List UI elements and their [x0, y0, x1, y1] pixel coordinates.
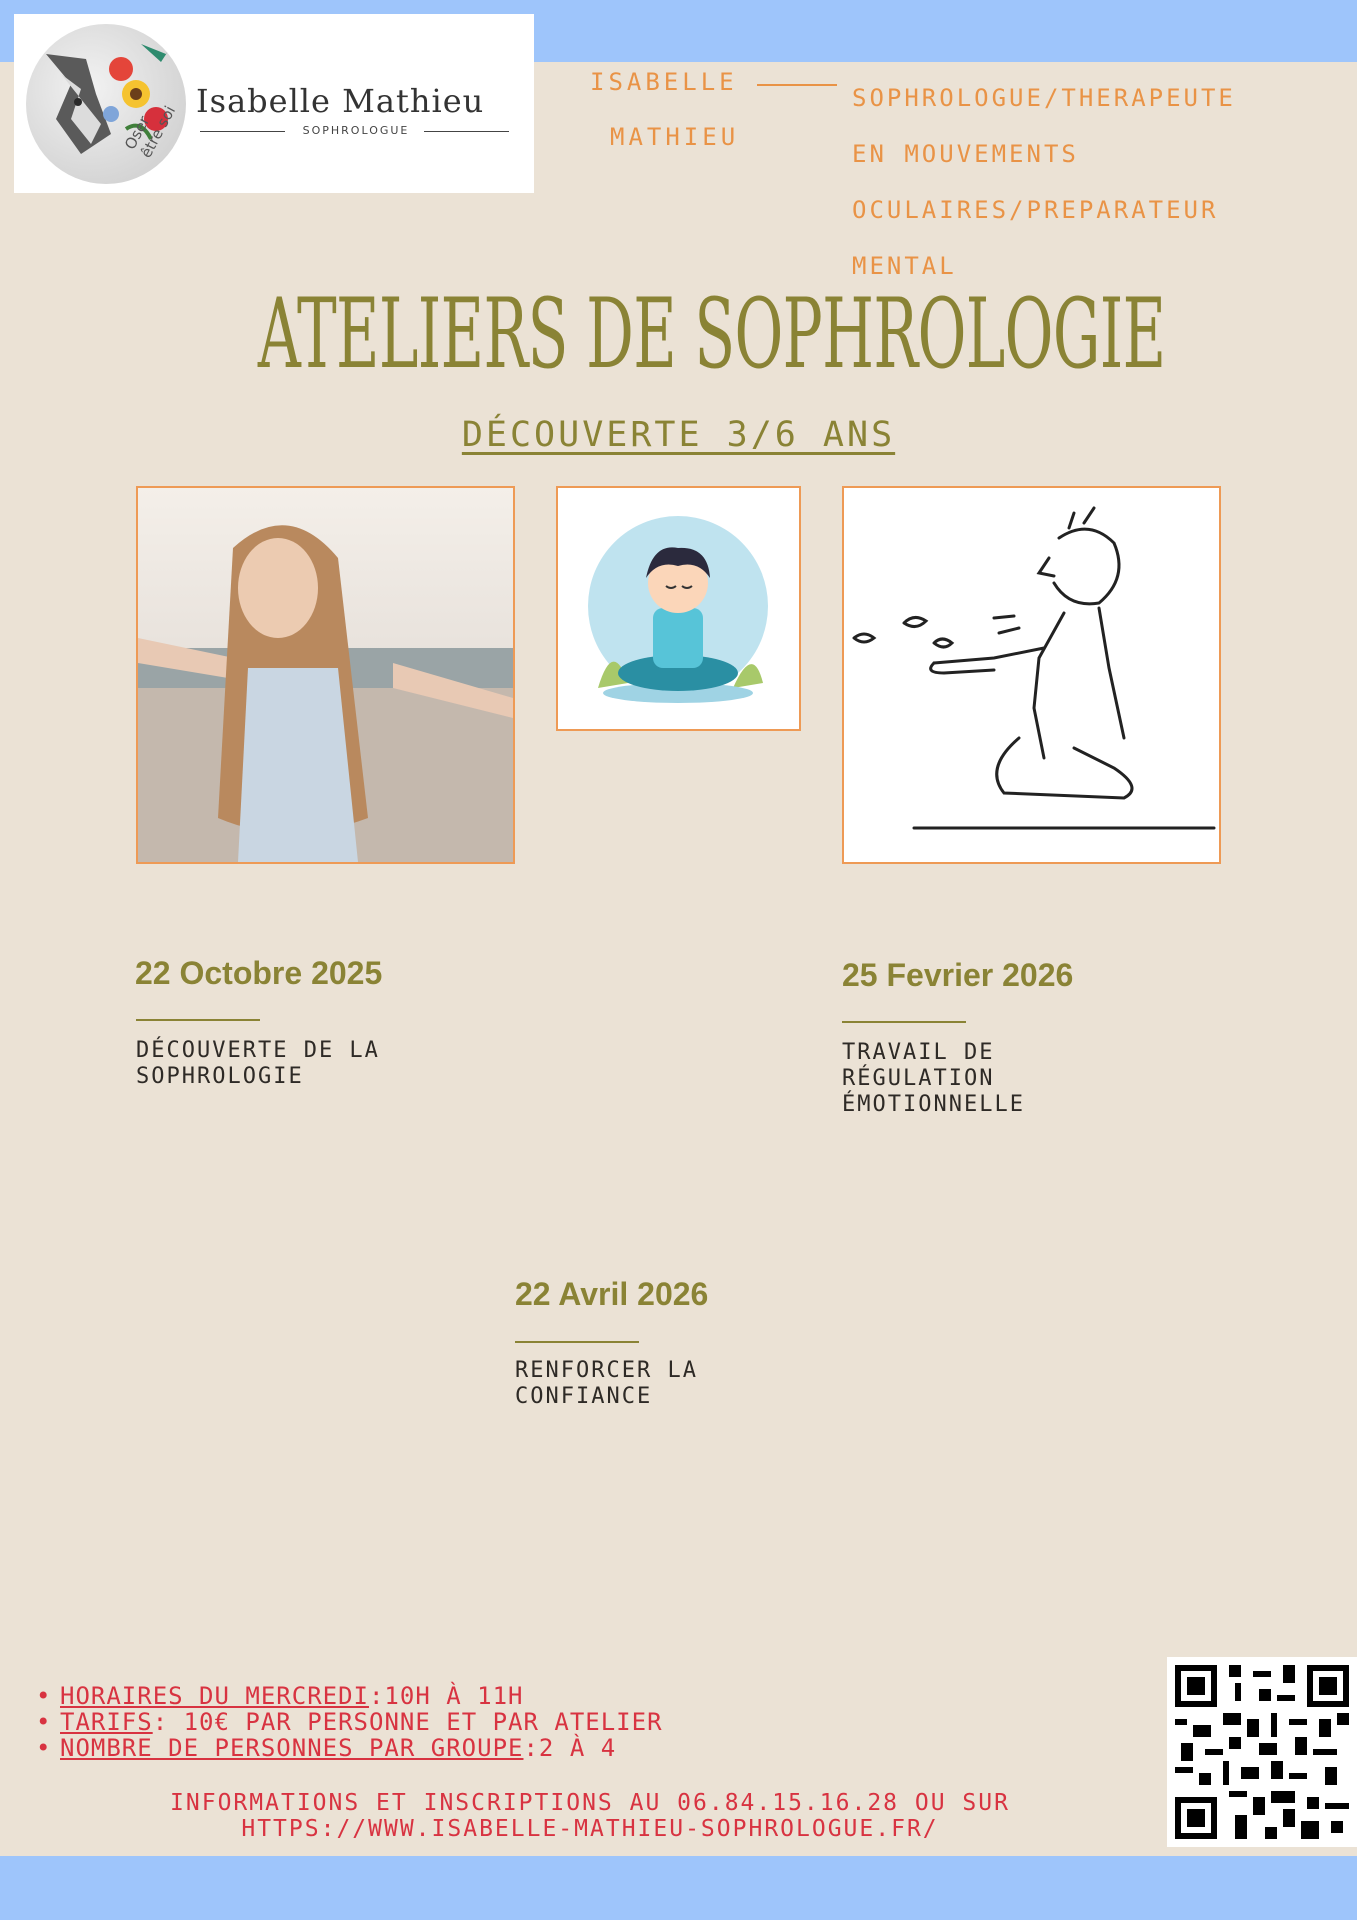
header-name-first: ISABELLE: [590, 68, 738, 96]
horaires-label: HORAIRES DU MERCREDI: [60, 1682, 369, 1710]
horaires-value: :10H À 11H: [368, 1682, 524, 1710]
page-subtitle: DÉCOUVERTE 3/6 ANS: [461, 415, 896, 455]
tarifs-value: : 10€ PAR PERSONNE ET PAR ATELIER: [152, 1708, 663, 1736]
groupe-value: :2 À 4: [523, 1734, 617, 1762]
session-date-2: 25 Fevrier 2026: [842, 957, 1074, 993]
session-desc-1: [136, 1038, 380, 1090]
role-line: SOPHROLOGUE/THERAPEUTE: [852, 84, 1236, 112]
session-date-1: 22 Octobre 2025: [135, 955, 383, 991]
info-tarifs: [34, 1709, 663, 1735]
role-line: EN MOUVEMENTS: [852, 140, 1079, 168]
groupe-label: NOMBRE DE PERSONNES PAR GROUPE: [60, 1734, 524, 1762]
session-desc-2: [842, 1040, 1025, 1118]
logo-name: Isabelle Mathieu: [196, 82, 485, 120]
page-title: ATELIERS DE SOPHROLOGIE: [257, 278, 1166, 390]
desc-line: RENFORCER LA: [515, 1358, 698, 1383]
session-divider-1: [136, 1019, 260, 1021]
child-blowing-leaves-drawing: [842, 486, 1221, 864]
desc-line: CONFIANCE: [515, 1384, 653, 1409]
header-name-last: MATHIEU: [610, 123, 740, 151]
role-line: MENTAL: [852, 252, 957, 280]
desc-line: ÉMOTIONNELLE: [842, 1092, 1025, 1117]
info-groupe: [34, 1735, 663, 1761]
logo-emblem: [26, 24, 186, 184]
session-divider-3: [515, 1341, 639, 1343]
desc-line: SOPHROLOGIE: [136, 1064, 304, 1089]
logo-motto: Oser être soi: [121, 102, 180, 161]
info-list: [34, 1683, 663, 1761]
session-divider-2: [842, 1021, 966, 1023]
desc-line: TRAVAIL DE: [842, 1040, 995, 1065]
header-role: [852, 70, 1322, 294]
role-line: OCULAIRES/PREPARATEUR: [852, 196, 1219, 224]
girl-photo: [136, 486, 515, 864]
website-link[interactable]: HTTPS://WWW.ISABELLE-MATHIEU-SOPHROLOGUE.FR/: [241, 1816, 939, 1842]
logo-divider-right: [424, 131, 509, 132]
session-date-3: 22 Avril 2026: [515, 1276, 709, 1312]
info-horaires: [34, 1683, 663, 1709]
qr-code-icon: [1175, 1665, 1349, 1839]
contact-info: [40, 1790, 1140, 1842]
bottom-band: [0, 1856, 1357, 1920]
desc-line: DÉCOUVERTE DE LA: [136, 1038, 380, 1063]
tarifs-label: TARIFS: [60, 1708, 153, 1736]
qr-code[interactable]: [1167, 1657, 1357, 1847]
contact-phone-line: INFORMATIONS ET INSCRIPTIONS AU 06.84.15.16.28 OU SUR: [170, 1790, 1010, 1816]
meditating-boy-illustration: [556, 486, 801, 731]
session-desc-3: [515, 1358, 698, 1410]
desc-line: RÉGULATION: [842, 1066, 995, 1091]
header-divider: [757, 84, 837, 86]
logo: [14, 14, 534, 193]
logo-subtitle: SOPHROLOGUE: [302, 124, 410, 137]
